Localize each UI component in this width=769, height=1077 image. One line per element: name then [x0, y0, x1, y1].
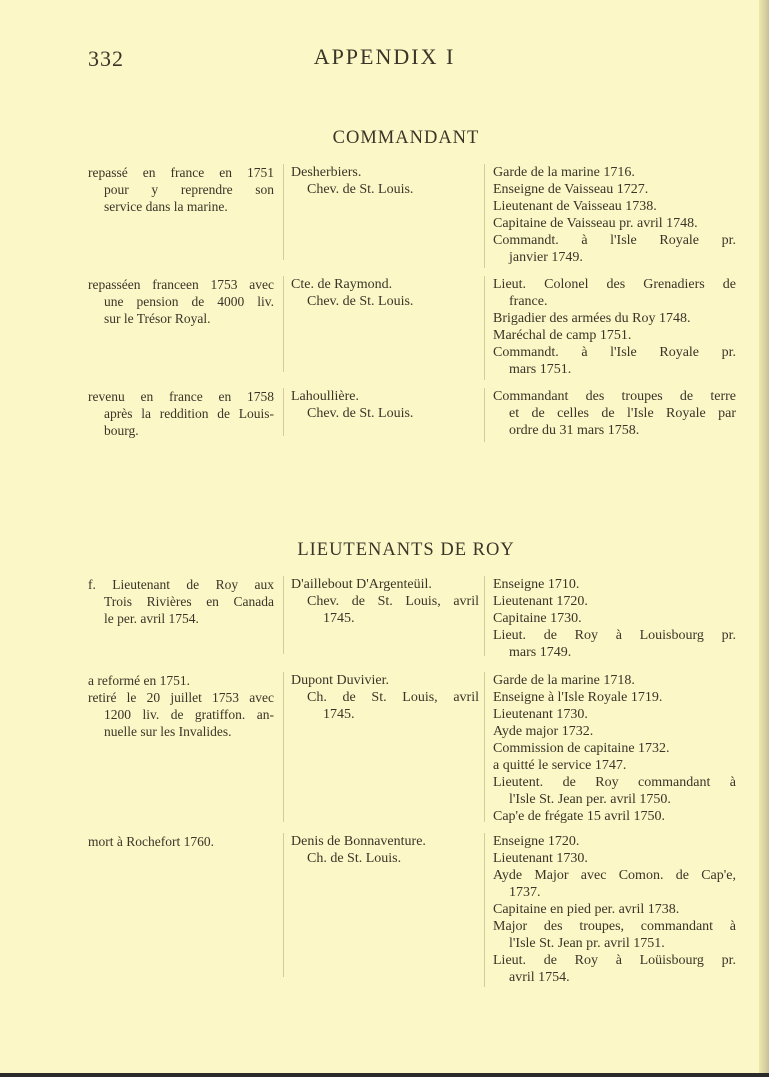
entry-name: [291, 164, 479, 198]
text-line: mars 1749.: [509, 645, 572, 660]
text-line: 1737.: [509, 885, 541, 900]
text-line: Commandt. à l'Isle Royale pr.: [493, 345, 736, 360]
column-rule: [484, 388, 485, 442]
text-line: et de celles de l'Isle Royale par: [509, 406, 736, 421]
text-line: f. Lieutenant de Roy aux: [88, 577, 274, 592]
text-line: Enseigne à l'Isle Royale 1719.: [493, 690, 663, 705]
text-line: D'aillebout D'Argenteüil.: [291, 577, 432, 592]
text-line: bourg.: [104, 423, 139, 438]
text-line: Ch. de St. Louis.: [307, 851, 402, 866]
entry-fate: [88, 388, 274, 439]
page-number: 332: [88, 46, 124, 71]
text-line: revenu en france en 1758: [88, 389, 274, 404]
text-line: Trois Rivières en Canada: [104, 594, 274, 609]
entry-fate: [88, 833, 274, 850]
text-line: janvier 1749.: [509, 250, 583, 265]
entry-career: [493, 164, 736, 266]
text-line: nuelle sur les Invalides.: [104, 724, 232, 739]
text-line: Maréchal de camp 1751.: [493, 328, 632, 343]
text-line: Lieutenant 1720.: [493, 594, 588, 609]
text-line: Ayde major 1732.: [493, 724, 594, 739]
column-rule: [283, 164, 284, 260]
entry-name: [291, 388, 479, 422]
text-line: Denis de Bonnaventure.: [291, 834, 426, 849]
text-line: Dupont Duvivier.: [291, 673, 389, 688]
column-rule: [484, 672, 485, 822]
entry-career: [493, 276, 736, 378]
text-line: Chev. de St. Louis.: [307, 406, 414, 421]
text-line: Chev. de St. Louis.: [307, 182, 414, 197]
page-edge: [759, 0, 769, 1077]
entry-fate: [88, 164, 274, 215]
text-line: 1745.: [323, 611, 355, 626]
text-line: Ayde Major avec Comon. de Cap'e,: [493, 868, 736, 883]
text-line: avril 1754.: [509, 970, 570, 985]
entry-career: [493, 576, 736, 661]
column-rule: [283, 672, 284, 822]
column-rule: [484, 833, 485, 987]
entry-fate: [88, 672, 274, 740]
text-line: Enseigne 1720.: [493, 834, 580, 849]
text-line: Desherbiers.: [291, 165, 362, 180]
entry-fate: [88, 276, 274, 327]
text-line: 1745.: [323, 707, 355, 722]
text-line: mort à Rochefort 1760.: [88, 834, 214, 849]
section-title-commandant: COMMANDANT: [332, 128, 480, 148]
text-line: Enseigne 1710.: [493, 577, 580, 592]
text-line: Lahoullière.: [291, 389, 360, 404]
text-line: Lieut. de Roy à Loüisbourg pr.: [493, 953, 736, 968]
column-rule: [484, 164, 485, 268]
text-line: Ch. de St. Louis, avril: [307, 690, 479, 705]
column-rule: [283, 388, 284, 436]
text-line: 1200 liv. de gratiffon. an-: [104, 707, 274, 722]
text-line: france.: [509, 294, 548, 309]
text-line: Chev. de St. Louis.: [307, 294, 414, 309]
text-line: Cap'e de frégate 15 avril 1750.: [493, 809, 666, 824]
text-line: le per. avril 1754.: [104, 611, 199, 626]
column-rule: [283, 576, 284, 654]
text-line: Lieut. de Roy à Louisbourg pr.: [493, 628, 736, 643]
text-line: après la reddition de Louis-: [104, 406, 274, 421]
text-line: Lieut. Colonel des Grenadiers de: [493, 277, 736, 292]
entry-career: [493, 388, 736, 439]
text-line: Commandant des troupes de terre: [493, 389, 736, 404]
text-line: repasséen franceen 1753 avec: [88, 277, 274, 292]
section-title-lieutenants-de-roy: LIEUTENANTS DE ROY: [297, 540, 515, 560]
text-line: Brigadier des armées du Roy 1748.: [493, 311, 691, 326]
text-line: repassé en france en 1751: [88, 165, 274, 180]
column-rule: [283, 276, 284, 372]
text-line: l'Isle St. Jean pr. avril 1751.: [509, 936, 665, 951]
page-bottom-edge: [0, 1073, 769, 1077]
text-line: mars 1751.: [509, 362, 572, 377]
text-line: Garde de la marine 1716.: [493, 165, 635, 180]
text-line: sur le Trésor Royal.: [104, 311, 211, 326]
text-line: Lieutenant 1730.: [493, 851, 588, 866]
text-line: a reformé en 1751.: [88, 673, 190, 688]
entry-fate: [88, 576, 274, 627]
text-line: l'Isle St. Jean per. avril 1750.: [509, 792, 671, 807]
entry-career: [493, 833, 736, 986]
text-line: une pension de 4000 liv.: [104, 294, 274, 309]
text-line: pour y reprendre son: [104, 182, 274, 197]
column-rule: [484, 576, 485, 656]
text-line: service dans la marine.: [104, 199, 228, 214]
text-line: Lieutenant de Vaisseau 1738.: [493, 199, 657, 214]
text-line: Major des troupes, commandant à: [493, 919, 736, 934]
text-line: Capitaine de Vaisseau pr. avril 1748.: [493, 216, 698, 231]
text-line: Enseigne de Vaisseau 1727.: [493, 182, 649, 197]
column-rule: [283, 833, 284, 977]
text-line: Commission de capitaine 1732.: [493, 741, 670, 756]
text-line: Commandt. à l'Isle Royale pr.: [493, 233, 736, 248]
entry-name: [291, 833, 479, 867]
text-line: retiré le 20 juillet 1753 avec: [88, 690, 274, 705]
text-line: Chev. de St. Louis, avril: [307, 594, 479, 609]
entry-name: [291, 576, 479, 627]
text-line: Capitaine en pied per. avril 1738.: [493, 902, 680, 917]
entry-name: [291, 672, 479, 723]
text-line: a quitté le service 1747.: [493, 758, 627, 773]
entry-career: [493, 672, 736, 825]
text-line: Cte. de Raymond.: [291, 277, 393, 292]
text-line: ordre du 31 mars 1758.: [509, 423, 640, 438]
text-line: Lieutent. de Roy commandant à: [493, 775, 736, 790]
column-rule: [484, 276, 485, 380]
text-line: Lieutenant 1730.: [493, 707, 588, 722]
running-head: APPENDIX I: [313, 44, 456, 69]
text-line: Garde de la marine 1718.: [493, 673, 635, 688]
text-line: Capitaine 1730.: [493, 611, 582, 626]
entry-name: [291, 276, 479, 310]
